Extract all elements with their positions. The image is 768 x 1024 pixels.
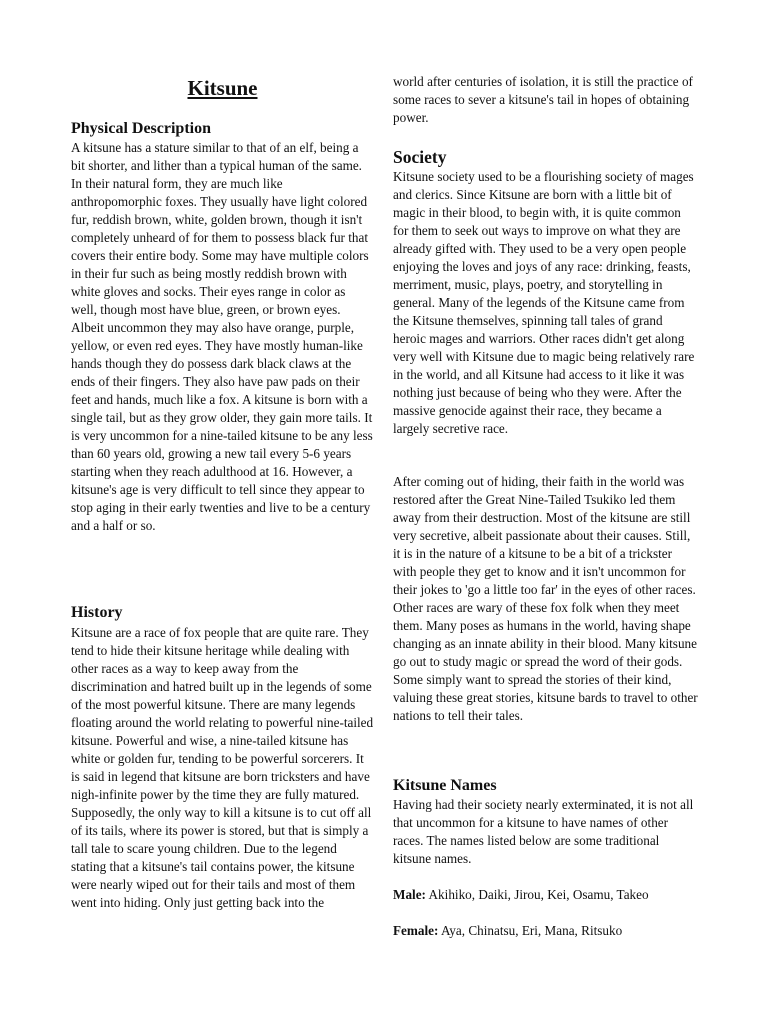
male-names: Akihiko, Daiki, Jirou, Kei, Osamu, Takeo	[428, 887, 649, 902]
physical-description-text: A kitsune has a stature similar to that of an elf, being a bit shorter, and lither than a typical human of the same. In their natural form, they are much like anthropomorphic foxes. They usually have light colored fur, reddish brown, white, golden brown, though it isn't completely unheard of for them to possess black fur that covers their entire body. Some may have multiple colors in their fur such as being mostly reddish brown with white gloves and socks. Their eyes range in color as well, though most have blue, green, or brown eyes. Albeit uncommon they may also have orange, purple, yellow, or even red eyes. They have mostly human-like hands though they do possess dark black claws at the ends of their fingers. They also have paw pads on their feet and hands, much like a fox. A kitsune is born with a single tail, but as they grow older, they gain more tails. It is very uncommon for a nine-tailed kitsune to be any less than 60 years old, growing a new tail every 5-6 years starting when they reach adulthood at 16. However, a kitsune's age is very difficult to tell since they appear to stop aging in their early twenties and live to be a century and a half or so.	[71, 140, 373, 533]
page-title: Kitsune	[187, 76, 258, 100]
female-names: Aya, Chinatsu, Eri, Mana, Ritsuko	[440, 923, 623, 938]
history-text: Kitsune are a race of fox people that are quite rare. They tend to hide their kitsune heritage while dealing with other races as a way to keep away from the discrimination and hatred built up in the legends of some of the most powerful kitsune. There are many legends floating around the world relating to powerful nine-tailed kitsune. Powerful and wise, a nine-tailed kitsune has white or golden fur, tending to be powerful sorcerers. It is said in legend that kitsune are born tricksters and have nigh-infinite power by the time they are fully matured. Supposedly, the only way to kill a kitsune is to cut off all of its tails, where its power is stored, but that is simply a tall tale to scare young children. Due to the legend stating that a kitsune's tail contains power, the kitsune were nearly wiped out for their tails and most of them went into hiding. Only just getting back into the	[71, 625, 374, 910]
names-intro-text: Having had their society nearly exterminated, it is not all that uncommon for a kitsune to have names of other races. The names listed below are some traditional kitsune names.	[393, 797, 694, 866]
section-heading-physical-description: Physical Description	[71, 120, 211, 137]
female-label: Female:	[393, 923, 439, 938]
section-heading-kitsune-names: Kitsune Names	[393, 777, 497, 794]
section-heading-society: Society	[393, 147, 447, 167]
history-text-continued: world after centuries of isolation, it is still the practice of some races to sever a kitsune's tail in hopes of obtaining power.	[393, 74, 693, 125]
male-names-line	[393, 886, 698, 904]
society-paragraph-2: After coming out of hiding, their faith in the world was restored after the Great Nine-Tailed Tsukiko led them away from their destruction. Most of the kitsune are still very secretive, albeit passionate about their causes. Still, it is in the nature of a kitsune to be a bit of a trickster with people they get to know and it isn't uncommon for their jokes to 'go a little too far' in the eyes of other races. Other races are wary of these fox folk when they meet them. Many poses as humans in the world, having shape changing as an innate ability in their blood. Many kitsune go out to study magic or spread the word of their gods. Some simply want to spread the stories of their kind, valuing these great stories, kitsune bards to travel to other nations to tell their tales.	[393, 474, 698, 723]
section-heading-history: History	[71, 604, 123, 621]
society-paragraph-1: Kitsune society used to be a flourishing society of mages and clerics. Since Kitsune are born with a little bit of magic in their blood, to begin with, it is quite common for them to seek out ways to improve on what they are already gifted with. They used to be a very open people enjoying the loves and joys of any race: drinking, feasts, merriment, music, plays, poetry, and storytelling in general. Many of the legends of the Kitsune came from the Kitsune themselves, spinning tall tales of grand heroic mages and warriors. Other races didn't get along very well with Kitsune due to magic being relatively rare in the world, and all Kitsune had access to it like it was nothing just because of being who they were. After the massive genocide against their race, they became a largely secretive race.	[393, 169, 695, 436]
female-names-line	[393, 922, 698, 940]
male-label: Male:	[393, 887, 426, 902]
